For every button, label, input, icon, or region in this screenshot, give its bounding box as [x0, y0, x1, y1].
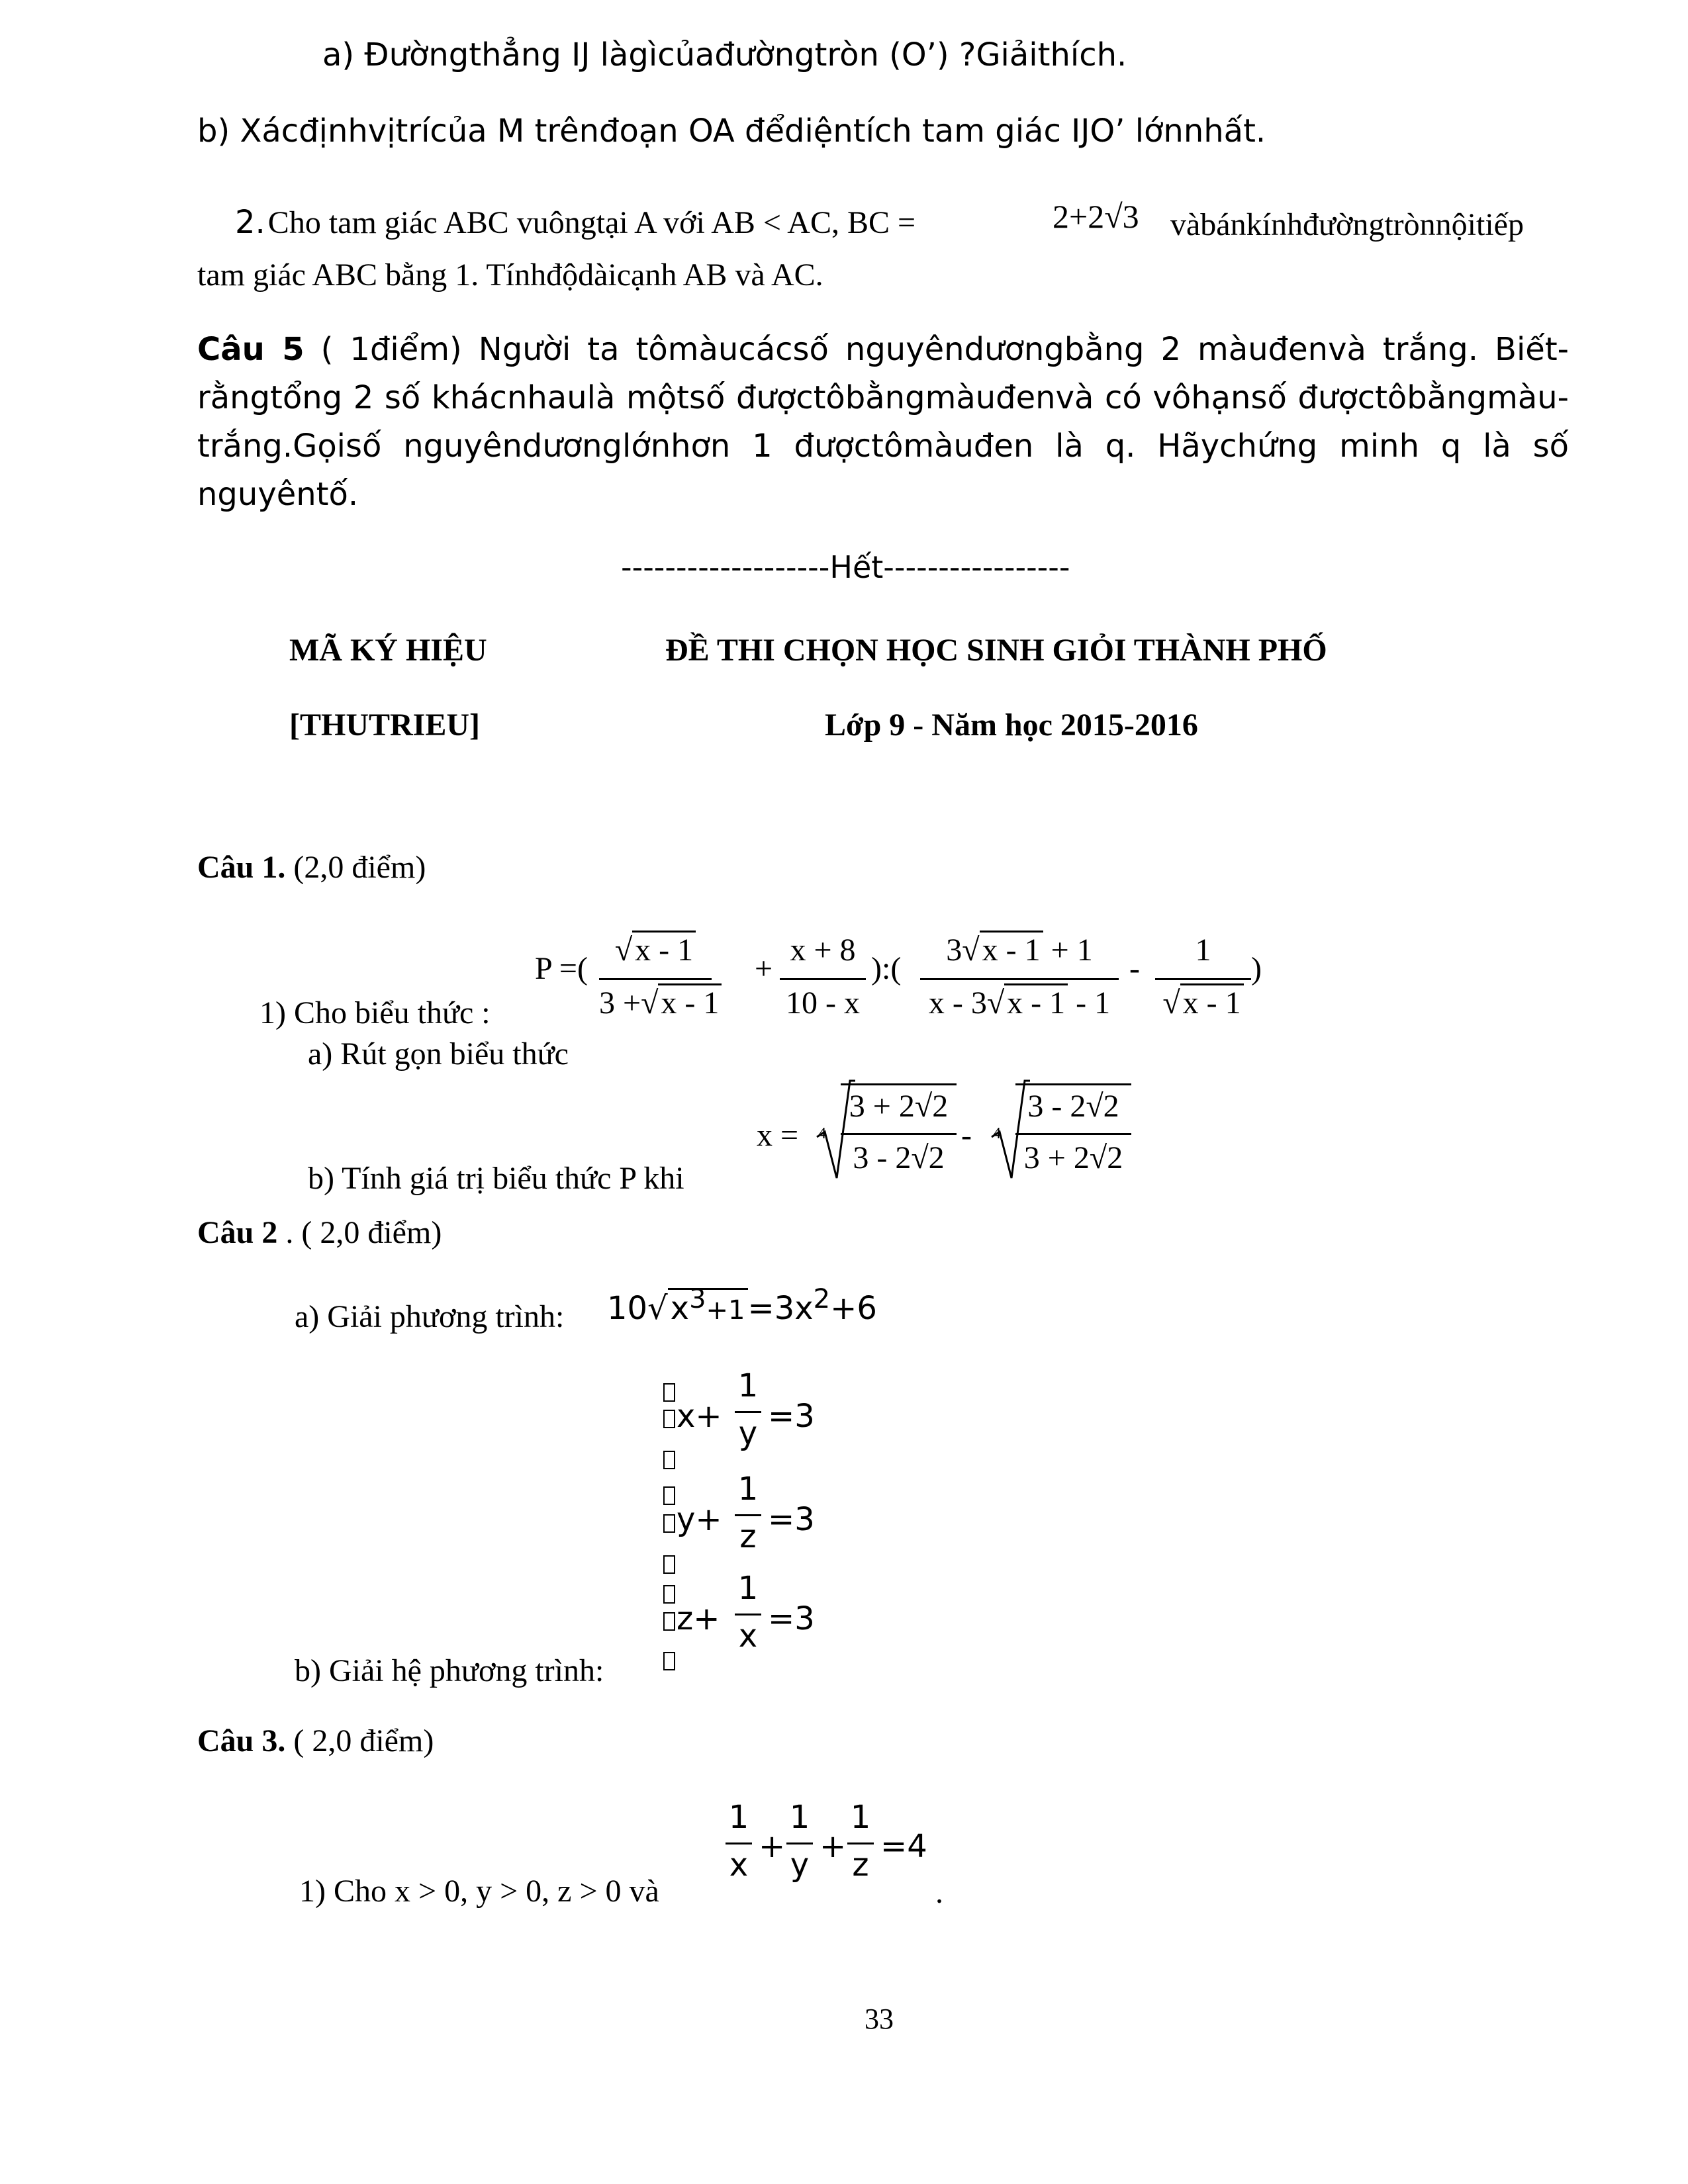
brace-glyph-5 — [663, 1514, 675, 1533]
code-label: MÃ KÝ HIỆU — [289, 633, 487, 668]
q2-text2: vàbánkínhđườngtrònnộitiếp — [1170, 207, 1524, 242]
cau3-period: . — [935, 1875, 943, 1910]
eq-a-rhs: =3x — [747, 1290, 814, 1327]
end-line: -------------------Hết----------------- — [621, 549, 1070, 585]
eq-a-rad-post: +1 — [706, 1295, 745, 1326]
brace-glyph-1 — [663, 1383, 675, 1402]
exam-title: ĐỀ THI CHỌN HỌC SINH GIỎI THÀNH PHỐ — [665, 633, 1327, 668]
cau5-text: ( 1điểm) Người ta tômàucácsố nguyêndươngbằng 2 màuđenvà trắng. Biếtrằngtổng 2 số khácnhaulà mộtsố đượctôbằngmàuđenvà có vôhạnsố đượctôbằngmàutrắng.Gọisố nguyêndươnglớnhơn 1 đượctômàuđen là q. Hãychứng minh q là số nguyêntố. — [197, 331, 1569, 513]
sys3-frac: 1 x — [735, 1570, 761, 1662]
brace-glyph-9 — [663, 1652, 675, 1670]
plus-1: + — [759, 1828, 786, 1865]
frac-1-over-z: 1 z — [847, 1799, 874, 1891]
eq-a-pre: 10 — [607, 1290, 648, 1327]
brace-glyph-8 — [663, 1612, 675, 1631]
rx-num2: 3 - 2√2 — [1027, 1089, 1119, 1124]
f2-den: 10 - x — [786, 985, 860, 1021]
fraction-1: √x - 1 3 +√x - 1 — [599, 932, 712, 1031]
cau3-points: ( 2,0 điểm) — [293, 1723, 434, 1758]
frac-1-over-x: 1 x — [726, 1799, 752, 1891]
brace-glyph-4 — [663, 1486, 675, 1505]
fraction-3: 3√x - 1 + 1 x - 3√x - 1 - 1 — [920, 932, 1119, 1031]
f3-num-post: + 1 — [1051, 933, 1093, 968]
cau2-label: Câu 2 — [197, 1215, 278, 1250]
cau1-heading — [197, 849, 426, 886]
eq-a-rhs-exponent: 2 — [813, 1284, 831, 1314]
page-number: 33 — [865, 2003, 894, 2035]
f1-den-rad: x - 1 — [658, 983, 722, 1021]
q2-number: 2. — [235, 204, 265, 241]
code-value: [THUTRIEU] — [289, 707, 481, 743]
fraction-2 — [780, 932, 866, 1031]
f3-num-pre: 3 — [946, 933, 962, 968]
sys3-var: z+ — [677, 1600, 720, 1637]
sys2-rhs: =3 — [768, 1501, 815, 1538]
q2-text1: Cho tam giác ABC vuôngtại A với AB < AC, BC = — [267, 205, 916, 240]
minus-sign-2: - — [961, 1118, 972, 1153]
root-index-1: 4 — [818, 1125, 826, 1142]
p-eq: P =( — [535, 951, 588, 986]
f3-den-rad: x - 1 — [1004, 983, 1068, 1021]
fraction-4: 1 √x - 1 — [1155, 932, 1251, 1031]
close-paren: ) — [1251, 951, 1262, 986]
brace-glyph-6 — [663, 1555, 675, 1574]
div-open: ):( — [871, 951, 902, 986]
rx-den: 3 - 2√2 — [853, 1140, 945, 1175]
cau1-points: (2,0 điểm) — [293, 850, 426, 885]
cau3-item1: 1) Cho x > 0, y > 0, z > 0 và — [299, 1874, 659, 1909]
equation-a: $10√x^3+1=3x^2+6$ — [607, 1284, 877, 1327]
cau3-rhs: =4 — [880, 1828, 927, 1865]
cau1-item-a: a) Rút gọn biểu thức — [308, 1036, 569, 1071]
cau1-item1: 1) Cho biểu thức : — [259, 995, 491, 1030]
brace-glyph-7 — [663, 1585, 675, 1604]
root-frac-1 — [841, 1083, 957, 1185]
x-eq: x = — [757, 1118, 799, 1153]
eq-a-radicand: $x^3+1$ — [668, 1288, 748, 1327]
rx-num: 3 + 2√2 — [849, 1089, 949, 1124]
f1-num: x - 1 — [632, 931, 696, 968]
sys1-var: x+ — [677, 1398, 722, 1435]
f4-num: 1 — [1195, 933, 1211, 968]
q2-expression: 2+2√3 — [1053, 198, 1139, 235]
sys1-frac: 1 y — [735, 1367, 761, 1460]
cau3-label: Câu 3. — [197, 1723, 286, 1758]
f3-num-rad: x - 1 — [980, 931, 1043, 968]
cau5-paragraph — [197, 326, 1569, 519]
cau2-item-b: b) Giải hệ phương trình: — [295, 1653, 604, 1688]
root-frac-2 — [1015, 1083, 1131, 1185]
cau3-heading — [197, 1723, 434, 1759]
sys3-rhs: =3 — [768, 1600, 815, 1637]
f4-den-rad: x - 1 — [1180, 983, 1244, 1021]
cau2-points: . ( 2,0 điểm) — [285, 1215, 442, 1250]
line-b: b) Xácđịnhvịtrícủa M trênđoạn OA đểdiệntích tam giác IJO’ lớnnhất. — [197, 113, 1266, 150]
cau5-label: Câu 5 — [197, 331, 305, 368]
f3-den-pre: x - 3 — [928, 985, 987, 1021]
q2-text3: tam giác ABC bằng 1. Tínhđộdàicạnh AB và AC. — [197, 257, 823, 293]
plus-sign: + — [755, 951, 773, 986]
line-a: a) Đườngthẳng IJ làgìcủađườngtròn (O’) ?Giảithích. — [322, 36, 1127, 73]
root-index-2: 4 — [993, 1125, 1001, 1142]
cau1-item-b: b) Tính giá trị biểu thức P khi — [308, 1161, 684, 1196]
minus-sign: - — [1129, 951, 1140, 986]
f3-den-post: - 1 — [1076, 985, 1111, 1021]
cau2-heading — [197, 1214, 442, 1251]
brace-glyph-3 — [663, 1451, 675, 1469]
sys2-var: y+ — [677, 1501, 722, 1538]
exam-subtitle: Lớp 9 - Năm học 2015-2016 — [825, 707, 1198, 743]
cau1-label: Câu 1. — [197, 850, 286, 885]
sys1-rhs: =3 — [768, 1398, 815, 1435]
sys2-frac: 1 z — [735, 1471, 761, 1563]
eq-a-exponent: 3 — [689, 1284, 706, 1314]
question-2 — [235, 204, 915, 241]
brace-glyph-2 — [663, 1410, 675, 1428]
frac-1-over-y: 1 y — [786, 1799, 813, 1891]
eq-a-rhs-post: +6 — [830, 1290, 877, 1327]
f2-num: x + 8 — [790, 933, 856, 968]
f1-den-pre: 3 + — [599, 985, 641, 1021]
plus-2: + — [820, 1828, 847, 1865]
rx-den2: 3 + 2√2 — [1023, 1140, 1123, 1175]
cau2-item-a: a) Giải phương trình: — [295, 1299, 565, 1334]
